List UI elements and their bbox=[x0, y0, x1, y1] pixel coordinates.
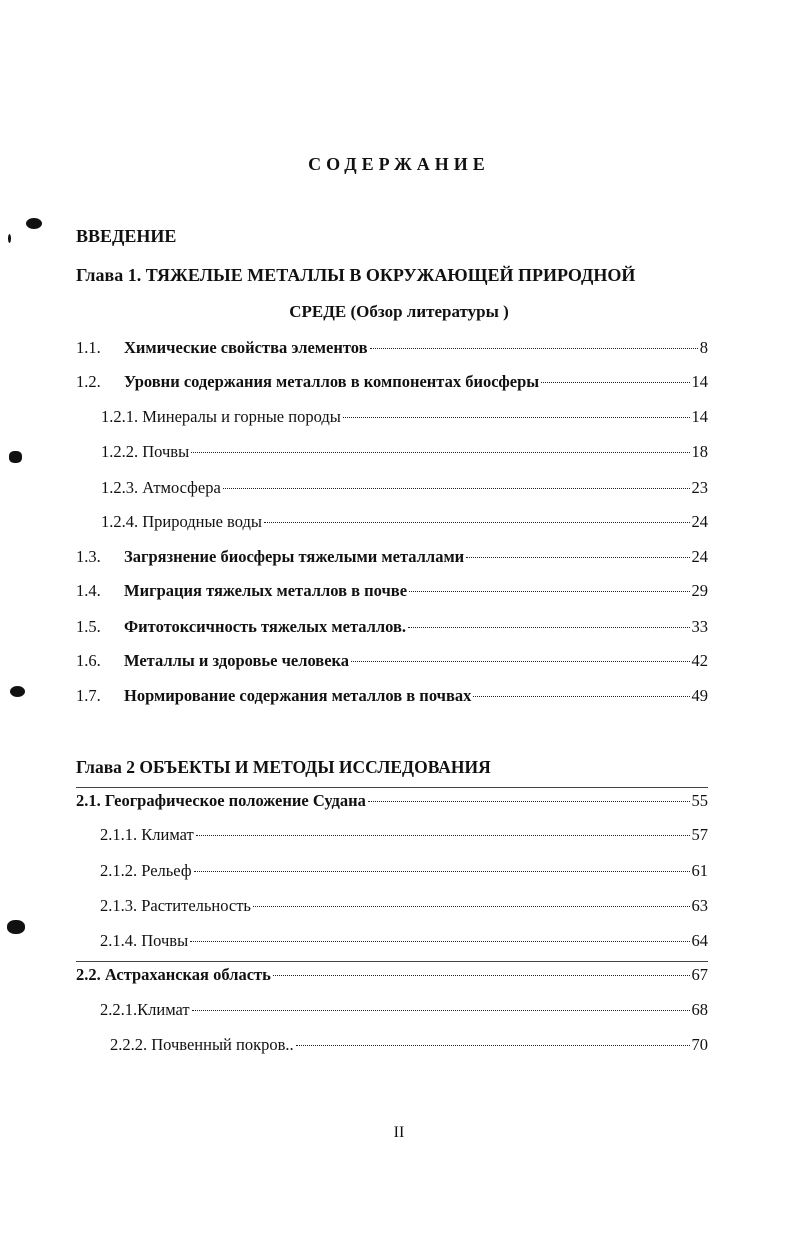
toc-entry-number: 1.4. bbox=[76, 581, 101, 600]
toc-entry-1-7[interactable] bbox=[76, 686, 708, 710]
toc-entry-label: Металлы и здоровье человека bbox=[124, 651, 350, 670]
toc-entry-label: 2.1. Географическое положение Судана bbox=[76, 791, 366, 810]
toc-entry-page: 67 bbox=[691, 965, 708, 984]
toc-entry-page: 14 bbox=[691, 372, 708, 391]
toc-entry-2-1[interactable] bbox=[76, 791, 708, 815]
toc-entry-1-3[interactable] bbox=[76, 547, 708, 571]
dot-leader bbox=[368, 801, 690, 802]
scan-speck bbox=[10, 686, 25, 697]
toc-entry-label: 1.2.3. Атмосфера bbox=[101, 478, 221, 497]
toc-entry-page: 24 bbox=[691, 547, 708, 566]
toc-entry-page: 8 bbox=[699, 338, 708, 357]
dot-leader bbox=[273, 975, 690, 976]
chapter-2-underline bbox=[76, 787, 708, 788]
toc-entry-page: 42 bbox=[691, 651, 708, 670]
chapter-2-title: Глава 2 ОБЪЕКТЫ И МЕТОДЫ ИССЛЕДОВАНИЯ bbox=[76, 757, 491, 777]
toc-entry-2-2-1[interactable] bbox=[100, 1000, 708, 1024]
toc-entry-label: 2.2. Астраханская область bbox=[76, 965, 271, 984]
scan-speck bbox=[8, 234, 11, 243]
toc-entry-page: 49 bbox=[691, 686, 708, 705]
toc-entry-1-2-1[interactable] bbox=[101, 407, 708, 431]
dot-leader bbox=[223, 488, 690, 489]
toc-entry-label: 2.2.2. Почвенный покров.. bbox=[110, 1035, 294, 1054]
chapter-1-title-line-2: СРЕДЕ (Обзор литературы ) bbox=[289, 302, 509, 321]
toc-entry-label: Уровни содержания металлов в компонентах биосферы bbox=[124, 372, 540, 391]
dot-leader bbox=[296, 1045, 690, 1046]
page-number: II bbox=[393, 1124, 405, 1141]
section-2-2-rule bbox=[76, 961, 708, 962]
toc-entry-page: 14 bbox=[691, 407, 708, 426]
scan-speck bbox=[7, 920, 25, 934]
toc-entry-2-2-2[interactable] bbox=[110, 1035, 708, 1059]
contents-title: СОДЕРЖАНИЕ bbox=[308, 154, 490, 174]
toc-entry-1-2-4[interactable] bbox=[101, 512, 708, 536]
toc-entry-label: Химические свойства элементов bbox=[124, 338, 368, 357]
toc-entry-2-1-4[interactable] bbox=[100, 931, 708, 955]
toc-entry-1-2-2[interactable] bbox=[101, 442, 708, 466]
toc-entry-number: 1.5. bbox=[76, 617, 101, 636]
toc-entry-label: 1.2.2. Почвы bbox=[101, 442, 190, 461]
scan-speck bbox=[9, 451, 22, 463]
toc-entry-label: 2.1.1. Климат bbox=[100, 825, 194, 844]
toc-entry-page: 18 bbox=[691, 442, 708, 461]
toc-entry-page: 23 bbox=[691, 478, 708, 497]
toc-entry-number: 1.1. bbox=[76, 338, 101, 357]
toc-entry-label: 2.1.2. Рельеф bbox=[100, 861, 192, 880]
dot-leader bbox=[192, 1010, 690, 1011]
dot-leader bbox=[190, 941, 689, 942]
toc-entry-1-2-3[interactable] bbox=[101, 478, 708, 502]
toc-entry-number: 1.6. bbox=[76, 651, 101, 670]
dot-leader bbox=[473, 696, 689, 697]
dot-leader bbox=[253, 906, 690, 907]
toc-entry-label: 2.1.3. Растительность bbox=[100, 896, 251, 915]
toc-entry-1-6[interactable] bbox=[76, 651, 708, 675]
dot-leader bbox=[466, 557, 689, 558]
toc-entry-label: Миграция тяжелых металлов в почве bbox=[124, 581, 408, 600]
toc-entry-page: 68 bbox=[691, 1000, 708, 1019]
dot-leader bbox=[541, 382, 689, 383]
toc-entry-2-2[interactable] bbox=[76, 965, 708, 989]
toc-entry-page: 63 bbox=[691, 896, 708, 915]
dot-leader bbox=[351, 661, 689, 662]
dot-leader bbox=[343, 417, 690, 418]
toc-entry-number: 1.3. bbox=[76, 547, 101, 566]
toc-entry-1-4[interactable] bbox=[76, 581, 708, 605]
dot-leader bbox=[194, 871, 690, 872]
toc-entry-label: 2.2.1.Климат bbox=[100, 1000, 190, 1019]
toc-entry-page: 24 bbox=[691, 512, 708, 531]
dot-leader bbox=[196, 835, 690, 836]
toc-entry-number: 1.2. bbox=[76, 372, 101, 391]
toc-entry-page: 70 bbox=[691, 1035, 708, 1054]
chapter-1-title-line-1: Глава 1. ТЯЖЕЛЫЕ МЕТАЛЛЫ В ОКРУЖАЮЩЕЙ ПРИРОДНОЙ bbox=[76, 265, 636, 285]
toc-entry-page: 33 bbox=[691, 617, 708, 636]
toc-entry-1-2[interactable] bbox=[76, 372, 708, 396]
dot-leader bbox=[408, 627, 689, 628]
toc-entry-page: 55 bbox=[691, 791, 708, 810]
toc-entry-label: 1.2.4. Природные воды bbox=[101, 512, 262, 531]
toc-entry-label: Нормирование содержания металлов в почвах bbox=[124, 686, 472, 705]
toc-entry-2-1-2[interactable] bbox=[100, 861, 708, 885]
dot-leader bbox=[409, 591, 689, 592]
toc-entry-label: 2.1.4. Почвы bbox=[100, 931, 189, 950]
dot-leader bbox=[191, 452, 689, 453]
scan-speck bbox=[26, 218, 42, 229]
toc-entry-page: 61 bbox=[691, 861, 708, 880]
toc-entry-page: 29 bbox=[691, 581, 708, 600]
toc-entry-2-1-1[interactable] bbox=[100, 825, 708, 849]
toc-entry-page: 64 bbox=[691, 931, 708, 950]
dot-leader bbox=[370, 348, 698, 349]
introduction-heading: ВВЕДЕНИЕ bbox=[76, 226, 177, 246]
toc-entry-number: 1.7. bbox=[76, 686, 101, 705]
toc-entry-1-1[interactable] bbox=[76, 338, 708, 362]
dot-leader bbox=[264, 522, 690, 523]
toc-entry-page: 57 bbox=[691, 825, 708, 844]
toc-entry-label: 1.2.1. Минералы и горные породы bbox=[101, 407, 341, 426]
toc-entry-2-1-3[interactable] bbox=[100, 896, 708, 920]
toc-entry-1-5[interactable] bbox=[76, 617, 708, 641]
toc-entry-label: Загрязнение биосферы тяжелыми металлами bbox=[124, 547, 465, 566]
toc-entry-label: Фитотоксичность тяжелых металлов. bbox=[124, 617, 407, 636]
